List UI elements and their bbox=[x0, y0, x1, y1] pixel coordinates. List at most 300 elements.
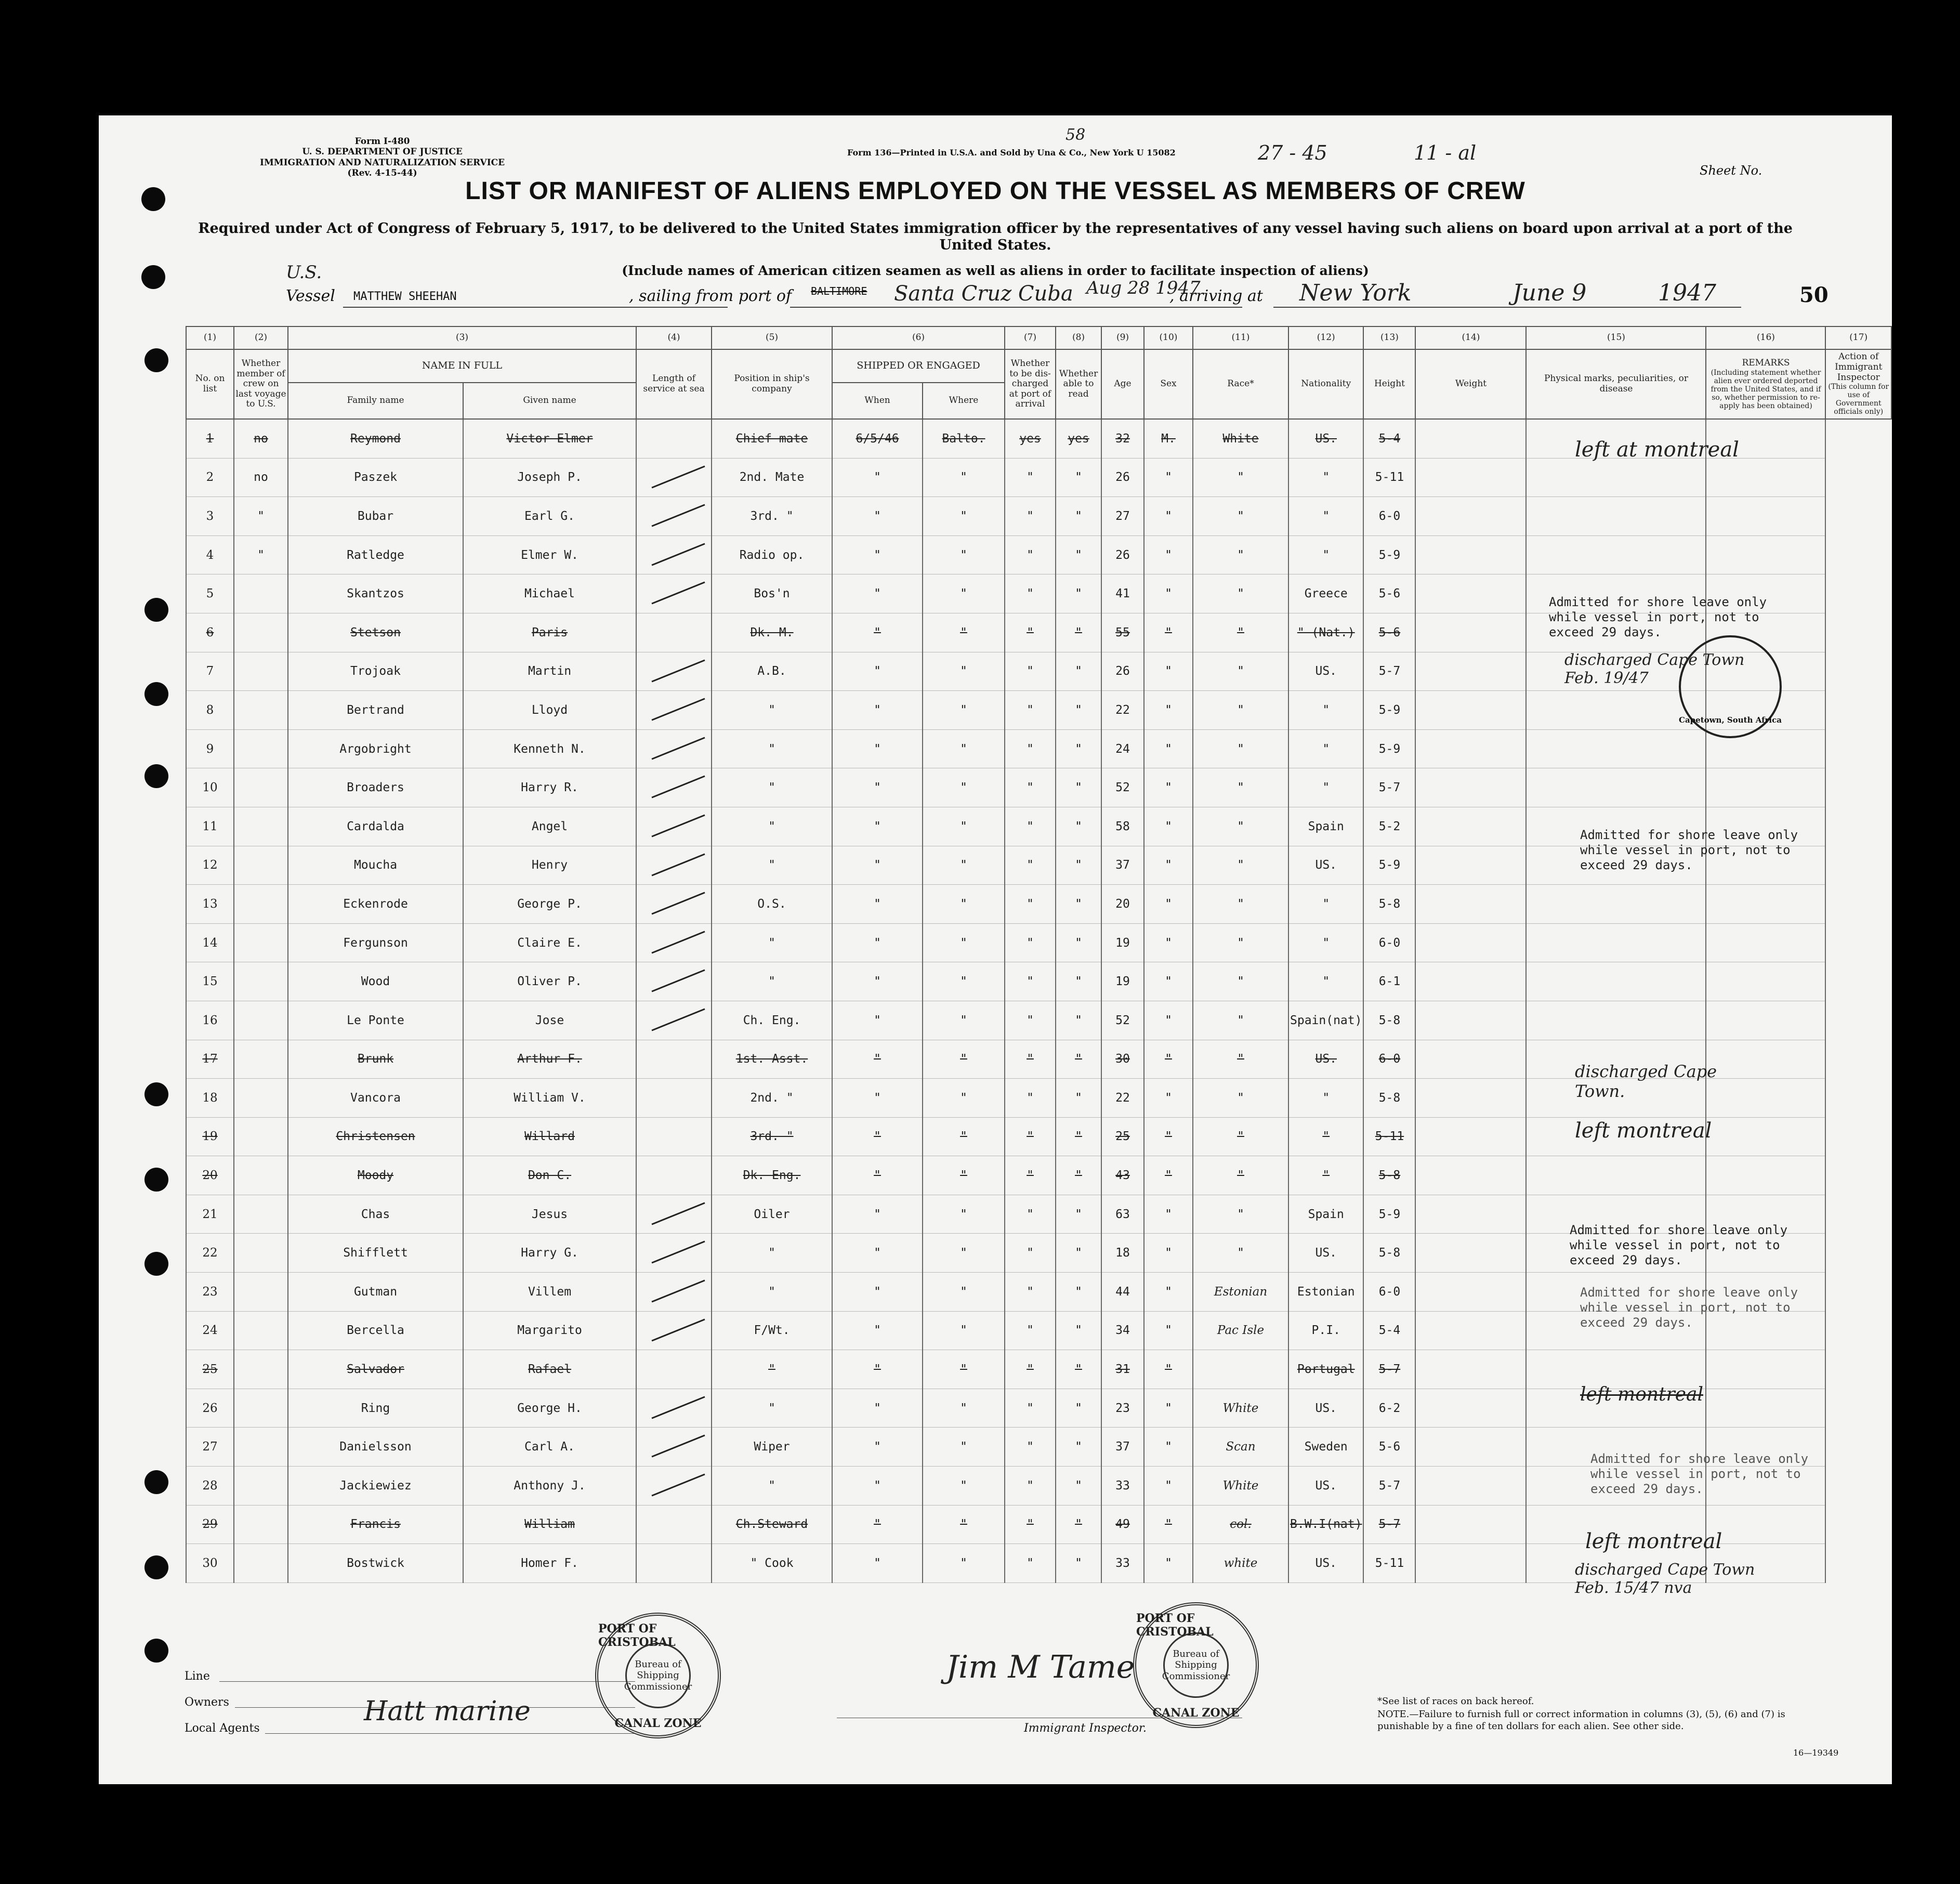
row-number: 26 bbox=[186, 1389, 234, 1428]
table-row bbox=[186, 729, 1891, 768]
sex-cell: " bbox=[1144, 962, 1193, 1001]
family-name-cell: Cardalda bbox=[288, 807, 463, 846]
inspector-signature: Jim M Tame bbox=[946, 1649, 1135, 1685]
position-cell: " bbox=[712, 846, 832, 885]
shipped-when-cell: " bbox=[832, 691, 923, 730]
service-cell bbox=[636, 1195, 712, 1234]
read-cell: " bbox=[1056, 962, 1101, 1001]
weight-cell bbox=[1415, 1079, 1526, 1118]
age-cell: 37 bbox=[1101, 846, 1144, 885]
remark-row-25: left montreal bbox=[1580, 1384, 1704, 1405]
table-row bbox=[186, 962, 1891, 1001]
table-row bbox=[186, 885, 1891, 924]
read-cell: yes bbox=[1056, 419, 1101, 458]
row-number: 30 bbox=[186, 1544, 234, 1583]
weight-cell bbox=[1415, 1389, 1526, 1428]
prev-voyage-cell bbox=[234, 1040, 288, 1079]
family-name-cell: Chas bbox=[288, 1195, 463, 1234]
race-cell: " bbox=[1193, 1117, 1288, 1156]
header-race: Race* bbox=[1193, 349, 1288, 419]
row-number: 15 bbox=[186, 962, 234, 1001]
penalty-note: NOTE.—Failure to furnish full or correct information in columns (3), (5), (6) and (7) is punishable by a fine of ten dollars for each alien. See other side. bbox=[1377, 1709, 1785, 1732]
row-number: 3 bbox=[186, 497, 234, 536]
sex-cell: " bbox=[1144, 1389, 1193, 1428]
service-cell bbox=[636, 535, 712, 574]
check-mark bbox=[651, 1474, 705, 1497]
sex-cell: " bbox=[1144, 497, 1193, 536]
nationality-cell: Greece bbox=[1288, 574, 1363, 613]
position-cell: Ch.Steward bbox=[712, 1505, 832, 1544]
discharged-cell: " bbox=[1005, 1350, 1056, 1389]
remarks-cell bbox=[1526, 535, 1706, 574]
service-cell bbox=[636, 1311, 712, 1350]
nationality-cell: " bbox=[1288, 535, 1363, 574]
discharged-cell: " bbox=[1005, 1079, 1056, 1118]
remark-row-6: discharged Cape Town Feb. 19/47 bbox=[1564, 651, 1745, 687]
read-cell: " bbox=[1056, 885, 1101, 924]
prev-voyage-cell bbox=[234, 1117, 288, 1156]
header-family-name: Family name bbox=[288, 383, 463, 419]
row-number: 16 bbox=[186, 1001, 234, 1040]
age-cell: 58 bbox=[1101, 807, 1144, 846]
discharged-cell: " bbox=[1005, 1117, 1056, 1156]
position-cell: " bbox=[712, 729, 832, 768]
height-cell: 5-4 bbox=[1363, 1311, 1415, 1350]
stamp-ring-text: PORT OF CRISTOBAL bbox=[598, 1622, 676, 1649]
header-shipped: SHIPPED OR ENGAGED bbox=[832, 349, 1005, 383]
shipped-where-cell: " bbox=[923, 729, 1005, 768]
service-cell bbox=[636, 419, 712, 458]
weight-cell bbox=[1415, 846, 1526, 885]
family-name-cell: Brunk bbox=[288, 1040, 463, 1079]
given-name-cell: Lloyd bbox=[463, 691, 636, 730]
weight-cell bbox=[1415, 1428, 1526, 1467]
weight-cell bbox=[1415, 1117, 1526, 1156]
requirement-text: Required under Act of Congress of February 5, 1917, to be delivered to the United States immigration officer by the representatives of any vessel having such aliens on board upon arrival at a port of the United States. bbox=[198, 220, 1793, 254]
row-number: 14 bbox=[186, 923, 234, 962]
given-name-cell: Harry R. bbox=[463, 768, 636, 807]
given-name-cell: Willard bbox=[463, 1117, 636, 1156]
arriving-label: , arriving at bbox=[1169, 287, 1263, 305]
shipped-where-cell: " bbox=[923, 1428, 1005, 1467]
punch-hole bbox=[144, 348, 168, 372]
given-name-cell: George H. bbox=[463, 1389, 636, 1428]
sex-cell: " bbox=[1144, 729, 1193, 768]
position-cell: " bbox=[712, 1273, 832, 1312]
height-cell: 5-8 bbox=[1363, 1001, 1415, 1040]
row-number: 4 bbox=[186, 535, 234, 574]
nationality-cell: US. bbox=[1288, 1467, 1363, 1506]
family-name-cell: Christensen bbox=[288, 1117, 463, 1156]
arrival-port: New York bbox=[1299, 280, 1412, 306]
sex-cell: " bbox=[1144, 885, 1193, 924]
shipped-where-cell: " bbox=[923, 497, 1005, 536]
shipped-when-cell: " bbox=[832, 1311, 923, 1350]
family-name-cell: Bertrand bbox=[288, 691, 463, 730]
discharged-cell: " bbox=[1005, 1505, 1056, 1544]
position-cell: " Cook bbox=[712, 1544, 832, 1583]
nationality-cell: US. bbox=[1288, 419, 1363, 458]
shipped-when-cell: " bbox=[832, 1428, 923, 1467]
department: U. S. DEPARTMENT OF JUSTICE bbox=[302, 147, 463, 158]
family-name-cell: Bostwick bbox=[288, 1544, 463, 1583]
family-name-cell: Shifflett bbox=[288, 1234, 463, 1273]
prev-voyage-cell bbox=[234, 1544, 288, 1583]
shipped-when-cell: " bbox=[832, 497, 923, 536]
sex-cell: " bbox=[1144, 1428, 1193, 1467]
shipped-where-cell: " bbox=[923, 458, 1005, 497]
service-cell bbox=[636, 497, 712, 536]
nationality-cell: Spain(nat) bbox=[1288, 1001, 1363, 1040]
inspector-cell bbox=[1706, 768, 1825, 807]
prev-voyage-cell bbox=[234, 1273, 288, 1312]
check-mark bbox=[651, 1241, 705, 1264]
read-cell: " bbox=[1056, 807, 1101, 846]
remark-row-30: discharged Cape Town Feb. 15/47 nva bbox=[1575, 1561, 1755, 1597]
header-remarks bbox=[1706, 349, 1825, 419]
position-cell: F/Wt. bbox=[712, 1311, 832, 1350]
discharged-cell: " bbox=[1005, 497, 1056, 536]
row-number: 19 bbox=[186, 1117, 234, 1156]
family-name-cell: Trojoak bbox=[288, 652, 463, 691]
age-cell: 52 bbox=[1101, 1001, 1144, 1040]
nationality-cell: " bbox=[1288, 885, 1363, 924]
page-title: LIST OR MANIFEST OF ALIENS EMPLOYED ON THE VESSEL AS MEMBERS OF CREW bbox=[465, 177, 1525, 205]
shipped-when-cell: " bbox=[832, 1389, 923, 1428]
read-cell: " bbox=[1056, 1467, 1101, 1506]
race-cell: " bbox=[1193, 535, 1288, 574]
shipped-where-cell: " bbox=[923, 535, 1005, 574]
sex-cell: " bbox=[1144, 691, 1193, 730]
check-mark bbox=[651, 582, 705, 605]
weight-cell bbox=[1415, 1234, 1526, 1273]
inspector-cell bbox=[1706, 458, 1825, 497]
family-name-cell: Bubar bbox=[288, 497, 463, 536]
inspector-cell bbox=[1706, 923, 1825, 962]
family-name-cell: Ring bbox=[288, 1389, 463, 1428]
row-number: 18 bbox=[186, 1079, 234, 1118]
header-nationality: Nationality bbox=[1288, 349, 1363, 419]
read-cell: " bbox=[1056, 458, 1101, 497]
age-cell: 26 bbox=[1101, 535, 1144, 574]
inspector-title: Action of Immigrant Inspector bbox=[1835, 351, 1883, 383]
sex-cell: " bbox=[1144, 613, 1193, 652]
form-id-block bbox=[260, 136, 505, 179]
nationality-cell: " bbox=[1288, 962, 1363, 1001]
prev-voyage-cell bbox=[234, 962, 288, 1001]
shipped-when-cell: " bbox=[832, 1234, 923, 1273]
given-name-cell: Arthur F. bbox=[463, 1040, 636, 1079]
row-number: 21 bbox=[186, 1195, 234, 1234]
given-name-cell: Rafael bbox=[463, 1350, 636, 1389]
service-cell bbox=[636, 1350, 712, 1389]
service-cell bbox=[636, 1079, 712, 1118]
family-name-cell: Vancora bbox=[288, 1079, 463, 1118]
punch-hole bbox=[144, 1168, 168, 1192]
age-cell: 55 bbox=[1101, 613, 1144, 652]
nationality-cell: US. bbox=[1288, 1544, 1363, 1583]
col-num: (5) bbox=[712, 326, 832, 349]
col-num: (12) bbox=[1288, 326, 1363, 349]
service-cell bbox=[636, 613, 712, 652]
sex-cell: M. bbox=[1144, 419, 1193, 458]
position-cell: Radio op. bbox=[712, 535, 832, 574]
height-cell: 5-8 bbox=[1363, 885, 1415, 924]
prev-voyage-cell bbox=[234, 613, 288, 652]
race-cell: " bbox=[1193, 768, 1288, 807]
position-cell: Dk. M. bbox=[712, 613, 832, 652]
inspector-subtitle: (This column for use of Government officials only) bbox=[1828, 383, 1889, 416]
check-mark bbox=[651, 1008, 705, 1031]
nationality-cell: US. bbox=[1288, 1389, 1363, 1428]
row-number: 22 bbox=[186, 1234, 234, 1273]
race-cell: " bbox=[1193, 1234, 1288, 1273]
sex-cell: " bbox=[1144, 535, 1193, 574]
prev-voyage-cell bbox=[234, 1505, 288, 1544]
weight-cell bbox=[1415, 885, 1526, 924]
family-name-cell: Skantzos bbox=[288, 574, 463, 613]
sex-cell: " bbox=[1144, 1505, 1193, 1544]
weight-cell bbox=[1415, 1195, 1526, 1234]
age-cell: 41 bbox=[1101, 574, 1144, 613]
underline bbox=[219, 1681, 635, 1682]
punch-hole bbox=[144, 1639, 168, 1663]
race-cell: " bbox=[1193, 885, 1288, 924]
inspector-cell bbox=[1706, 1156, 1825, 1195]
weight-cell bbox=[1415, 497, 1526, 536]
prev-voyage-cell bbox=[234, 729, 288, 768]
shipped-when-cell: " bbox=[832, 652, 923, 691]
shipped-where-cell: " bbox=[923, 1273, 1005, 1312]
prev-voyage-cell bbox=[234, 846, 288, 885]
shipped-where-cell: " bbox=[923, 1234, 1005, 1273]
sex-cell: " bbox=[1144, 1234, 1193, 1273]
prev-voyage-cell: no bbox=[234, 419, 288, 458]
manifest-page bbox=[99, 115, 1892, 1784]
height-cell: 6-0 bbox=[1363, 1273, 1415, 1312]
arrival-year: 1947 bbox=[1658, 280, 1716, 306]
age-cell: 34 bbox=[1101, 1311, 1144, 1350]
age-cell: 20 bbox=[1101, 885, 1144, 924]
given-name-cell: William V. bbox=[463, 1079, 636, 1118]
discharged-cell: " bbox=[1005, 613, 1056, 652]
sheet-label: Sheet No. bbox=[1700, 163, 1762, 178]
table-row bbox=[186, 458, 1891, 497]
row-number: 10 bbox=[186, 768, 234, 807]
race-cell: " bbox=[1193, 729, 1288, 768]
race-cell: " bbox=[1193, 1040, 1288, 1079]
stamp-ring-text: PORT OF CRISTOBAL bbox=[1136, 1612, 1214, 1639]
shipped-when-cell: " bbox=[832, 535, 923, 574]
shipped-where-cell: " bbox=[923, 1467, 1005, 1506]
shipped-when-cell: " bbox=[832, 962, 923, 1001]
service-cell bbox=[636, 574, 712, 613]
header-marks: Physical marks, peculiarities, or disease bbox=[1526, 349, 1706, 419]
read-cell: " bbox=[1056, 1234, 1101, 1273]
check-mark bbox=[651, 853, 705, 876]
service-cell bbox=[636, 1234, 712, 1273]
page-number: 50 bbox=[1799, 283, 1829, 307]
row-number: 5 bbox=[186, 574, 234, 613]
remarks-cell bbox=[1526, 923, 1706, 962]
height-cell: 5-9 bbox=[1363, 1195, 1415, 1234]
age-cell: 30 bbox=[1101, 1040, 1144, 1079]
row-number: 9 bbox=[186, 729, 234, 768]
check-mark bbox=[651, 814, 705, 837]
discharged-cell: " bbox=[1005, 1040, 1056, 1079]
given-name-cell: Oliver P. bbox=[463, 962, 636, 1001]
race-cell: " bbox=[1193, 962, 1288, 1001]
family-name-cell: Moody bbox=[288, 1156, 463, 1195]
row-number: 1 bbox=[186, 419, 234, 458]
read-cell: " bbox=[1056, 574, 1101, 613]
sex-cell: " bbox=[1144, 652, 1193, 691]
weight-cell bbox=[1415, 1505, 1526, 1544]
col-num: (3) bbox=[288, 326, 636, 349]
row-number: 20 bbox=[186, 1156, 234, 1195]
shipped-where-cell: " bbox=[923, 1117, 1005, 1156]
read-cell: " bbox=[1056, 1505, 1101, 1544]
age-cell: 63 bbox=[1101, 1195, 1144, 1234]
header-when: When bbox=[832, 383, 923, 419]
age-cell: 25 bbox=[1101, 1117, 1144, 1156]
check-mark bbox=[651, 970, 705, 992]
col-num: (14) bbox=[1415, 326, 1526, 349]
given-name-cell: Joseph P. bbox=[463, 458, 636, 497]
discharged-cell: " bbox=[1005, 1428, 1056, 1467]
table-row bbox=[186, 535, 1891, 574]
weight-cell bbox=[1415, 729, 1526, 768]
header-inspector bbox=[1825, 349, 1891, 419]
nationality-cell: " (Nat.) bbox=[1288, 613, 1363, 652]
port-typed: BALTIMORE bbox=[811, 285, 867, 297]
position-cell: " bbox=[712, 1389, 832, 1428]
read-cell: " bbox=[1056, 846, 1101, 885]
age-cell: 33 bbox=[1101, 1544, 1144, 1583]
crew-rows bbox=[186, 419, 1891, 1582]
position-cell: Bos'n bbox=[712, 574, 832, 613]
age-cell: 26 bbox=[1101, 652, 1144, 691]
service-cell bbox=[636, 1428, 712, 1467]
sex-cell: " bbox=[1144, 1273, 1193, 1312]
height-cell: 6-2 bbox=[1363, 1389, 1415, 1428]
discharged-cell: " bbox=[1005, 1389, 1056, 1428]
given-name-cell: Martin bbox=[463, 652, 636, 691]
header-sex: Sex bbox=[1144, 349, 1193, 419]
printer-line: Form 136—Printed in U.S.A. and Sold by Una & Co., New York U 15082 bbox=[847, 148, 1176, 158]
position-cell: Dk. Eng. bbox=[712, 1156, 832, 1195]
shipped-where-cell: " bbox=[923, 923, 1005, 962]
position-cell: Ch. Eng. bbox=[712, 1001, 832, 1040]
height-cell: 5-11 bbox=[1363, 1117, 1415, 1156]
height-cell: 5-6 bbox=[1363, 574, 1415, 613]
header-name: NAME IN FULL bbox=[288, 349, 636, 383]
shipped-where-cell: " bbox=[923, 1001, 1005, 1040]
race-cell: " bbox=[1193, 846, 1288, 885]
weight-cell bbox=[1415, 1273, 1526, 1312]
us-mark: U.S. bbox=[286, 262, 322, 283]
punch-hole bbox=[144, 682, 168, 706]
row-number: 6 bbox=[186, 613, 234, 652]
vessel-name: MATTHEW SHEEHAN bbox=[353, 290, 457, 303]
family-name-cell: Argobright bbox=[288, 729, 463, 768]
shipped-when-cell: " bbox=[832, 1544, 923, 1583]
height-cell: 5-9 bbox=[1363, 729, 1415, 768]
prev-voyage-cell bbox=[234, 1195, 288, 1234]
age-cell: 49 bbox=[1101, 1505, 1144, 1544]
table-row bbox=[186, 1350, 1891, 1389]
given-name-cell: George P. bbox=[463, 885, 636, 924]
read-cell: " bbox=[1056, 729, 1101, 768]
inspector-cell bbox=[1706, 1001, 1825, 1040]
height-cell: 5-8 bbox=[1363, 1156, 1415, 1195]
prev-voyage-cell bbox=[234, 923, 288, 962]
discharged-cell: " bbox=[1005, 923, 1056, 962]
weight-cell bbox=[1415, 652, 1526, 691]
read-cell: " bbox=[1056, 535, 1101, 574]
sex-cell: " bbox=[1144, 1544, 1193, 1583]
sex-cell: " bbox=[1144, 1467, 1193, 1506]
discharged-cell: " bbox=[1005, 1544, 1056, 1583]
shipped-where-cell: " bbox=[923, 1156, 1005, 1195]
remark-row-23: Admitted for shore leave only while vessel in port, not to exceed 29 days. bbox=[1580, 1285, 1798, 1330]
family-name-cell: Moucha bbox=[288, 846, 463, 885]
position-cell: 3rd. " bbox=[712, 1117, 832, 1156]
family-name-cell: Eckenrode bbox=[288, 885, 463, 924]
revision: (Rev. 4-15-44) bbox=[347, 168, 417, 179]
family-name-cell: Bercella bbox=[288, 1311, 463, 1350]
height-cell: 6-0 bbox=[1363, 497, 1415, 536]
nationality-cell: P.I. bbox=[1288, 1311, 1363, 1350]
position-cell: 3rd. " bbox=[712, 497, 832, 536]
given-name-cell: Paris bbox=[463, 613, 636, 652]
cristobal-stamp bbox=[1133, 1602, 1259, 1728]
height-cell: 6-1 bbox=[1363, 962, 1415, 1001]
shipped-where-cell: " bbox=[923, 691, 1005, 730]
position-cell: O.S. bbox=[712, 885, 832, 924]
weight-cell bbox=[1415, 574, 1526, 613]
col-num: (6) bbox=[832, 326, 1005, 349]
sex-cell: " bbox=[1144, 458, 1193, 497]
shipped-when-cell: 6/5/46 bbox=[832, 419, 923, 458]
row-number: 24 bbox=[186, 1311, 234, 1350]
sex-cell: " bbox=[1144, 923, 1193, 962]
sex-cell: " bbox=[1144, 1156, 1193, 1195]
position-cell: " bbox=[712, 962, 832, 1001]
capetown-stamp bbox=[1679, 635, 1782, 738]
race-cell: White bbox=[1193, 419, 1288, 458]
discharged-cell: " bbox=[1005, 1234, 1056, 1273]
discharged-cell: " bbox=[1005, 652, 1056, 691]
prev-voyage-cell bbox=[234, 691, 288, 730]
height-cell: 5-7 bbox=[1363, 1467, 1415, 1506]
inspector-cell bbox=[1706, 1117, 1825, 1156]
prev-voyage-cell: no bbox=[234, 458, 288, 497]
family-name-cell: Jackiewiez bbox=[288, 1467, 463, 1506]
position-cell: " bbox=[712, 1234, 832, 1273]
race-cell: " bbox=[1193, 691, 1288, 730]
shipped-where-cell: " bbox=[923, 768, 1005, 807]
discharged-cell: " bbox=[1005, 885, 1056, 924]
discharged-cell: " bbox=[1005, 1311, 1056, 1350]
shipped-where-cell: " bbox=[923, 574, 1005, 613]
height-cell: 5-7 bbox=[1363, 1505, 1415, 1544]
position-cell: " bbox=[712, 1350, 832, 1389]
position-cell: Chief mate bbox=[712, 419, 832, 458]
sailing-label: , sailing from port of bbox=[629, 287, 792, 305]
given-name-cell: Margarito bbox=[463, 1311, 636, 1350]
position-cell: 2nd. Mate bbox=[712, 458, 832, 497]
